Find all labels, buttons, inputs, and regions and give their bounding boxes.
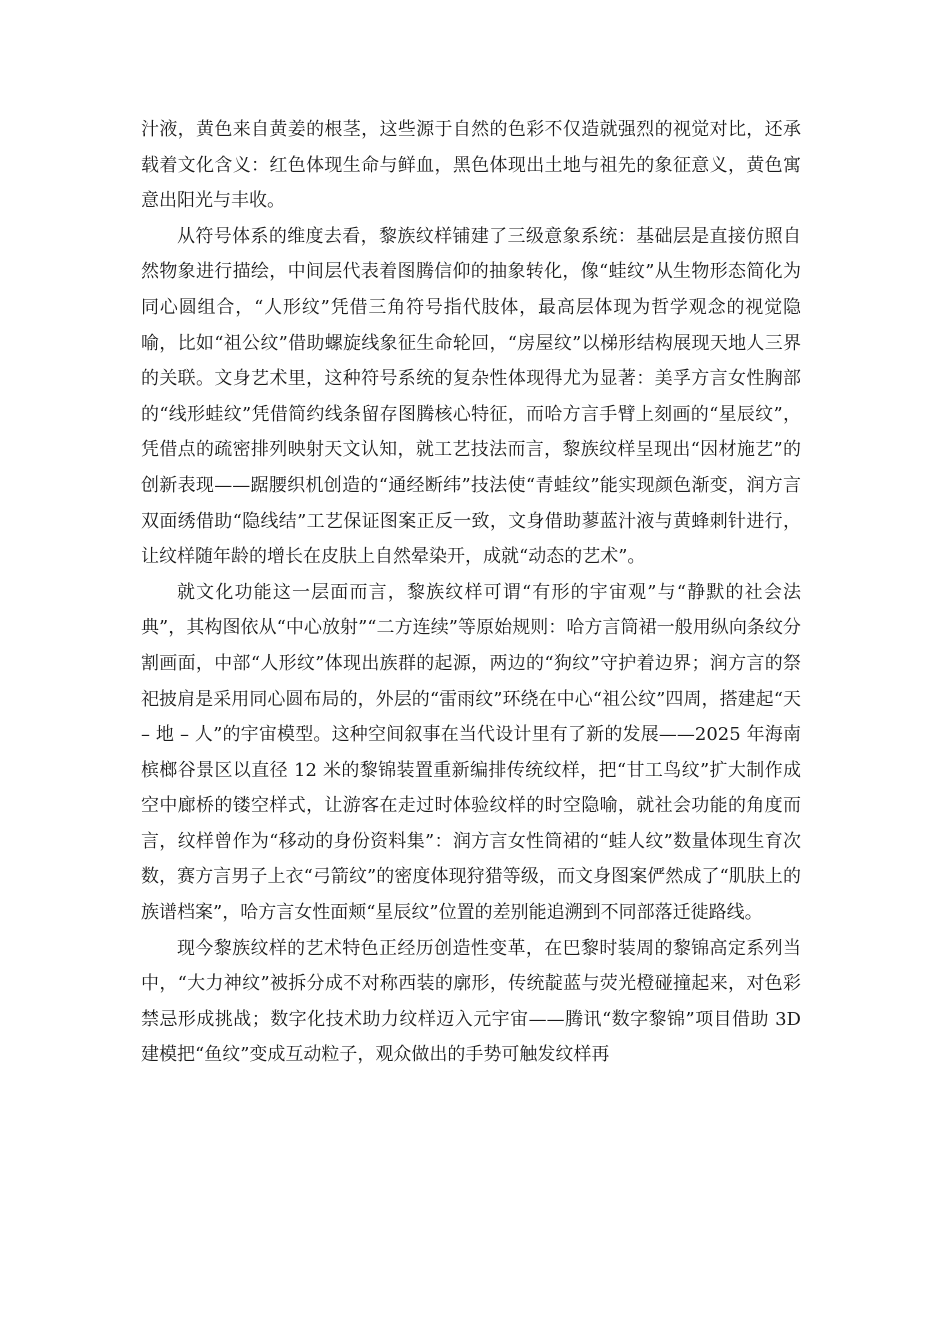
paragraph-modern-transformation: 现今黎族纹样的艺术特色正经历创造性变革，在巴黎时装周的黎锦高定系列当中，“大力神纹”被拆分成不对称西装的廓形，传统靛蓝与荧光橙碰撞起来，对色彩禁忌形成挑战；数字化技术助力纹样迈入元宇宙——腾讯“数字黎锦”项目借助 3D 建模把“鱼纹”变成互动粒子，观众做出的手势可触发纹样再	[141, 937, 801, 1066]
paragraph-cultural-function: 就文化功能这一层面而言，黎族纹样可谓“有形的宇宙观”与“静默的社会法典”，其构图依从“中心放射”“二方连续”等原始规则：哈方言筒裙一般用纵向条纹分割画面，中部“人形纹”体现出族群的起源，两边的“狗纹”守护着边界；润方言的祭祀披肩是采用同心圆布局的，外层的“雷雨纹”环绕在中心“祖公纹”四周，搭建起“天 – 地 – 人”的宇宙模型。这种空间叙事在当代设计里有了新的发展——2025 年海南槟榔谷景区以直径 12 米的黎锦装置重新编排传统纹样，把“甘工鸟纹”扩大制作成空中廊桥的镂空样式，让游客在走过时体验纹样的时空隐喻，就社会功能的角度而言，纹样曾作为“移动的身份资料集”：润方言女性筒裙的“蛙人纹”数量体现生育次数，赛方言男子上衣“弓箭纹”的密度体现狩猎等级，而文身图案俨然成了“肌肤上的族谱档案”，哈方言女性面颊“星辰纹”位置的差别能追溯到不同部落迁徙路线。	[141, 581, 801, 924]
paragraph-continuation: 汁液，黄色来自黄姜的根茎，这些源于自然的色彩不仅造就强烈的视觉对比，还承载着文化含义：红色体现生命与鲜血，黑色体现出土地与祖先的象征意义，黄色寓意出阳光与丰收。	[141, 119, 801, 212]
body-text	[141, 112, 801, 1073]
paragraph-symbol-system: 从符号体系的维度去看，黎族纹样铺建了三级意象系统：基础层是直接仿照自然物象进行描绘，中间层代表着图腾信仰的抽象转化，像“蛙纹”从生物形态简化为同心圆组合，“人形纹”凭借三角符号指代肢体，最高层体现为哲学观念的视觉隐喻，比如“祖公纹”借助螺旋线象征生命轮回，“房屋纹”以梯形结构展现天地人三界的关联。文身艺术里，这种符号系统的复杂性体现得尤为显著：美孚方言女性胸部的“线形蛙纹”凭借简约线条留存图腾核心特征，而哈方言手臂上刻画的“星辰纹”，凭借点的疏密排列映射天文认知，就工艺技法而言，黎族纹样呈现出“因材施艺”的创新表现——踞腰织机创造的“通经断纬”技法使“青蛙纹”能实现颜色渐变，润方言双面绣借助“隐线结”工艺保证图案正反一致，文身借助蓼蓝汁液与黄蜂刺针进行，让纹样随年龄的增长在皮肤上自然晕染开，成就“动态的艺术”。	[141, 225, 801, 568]
